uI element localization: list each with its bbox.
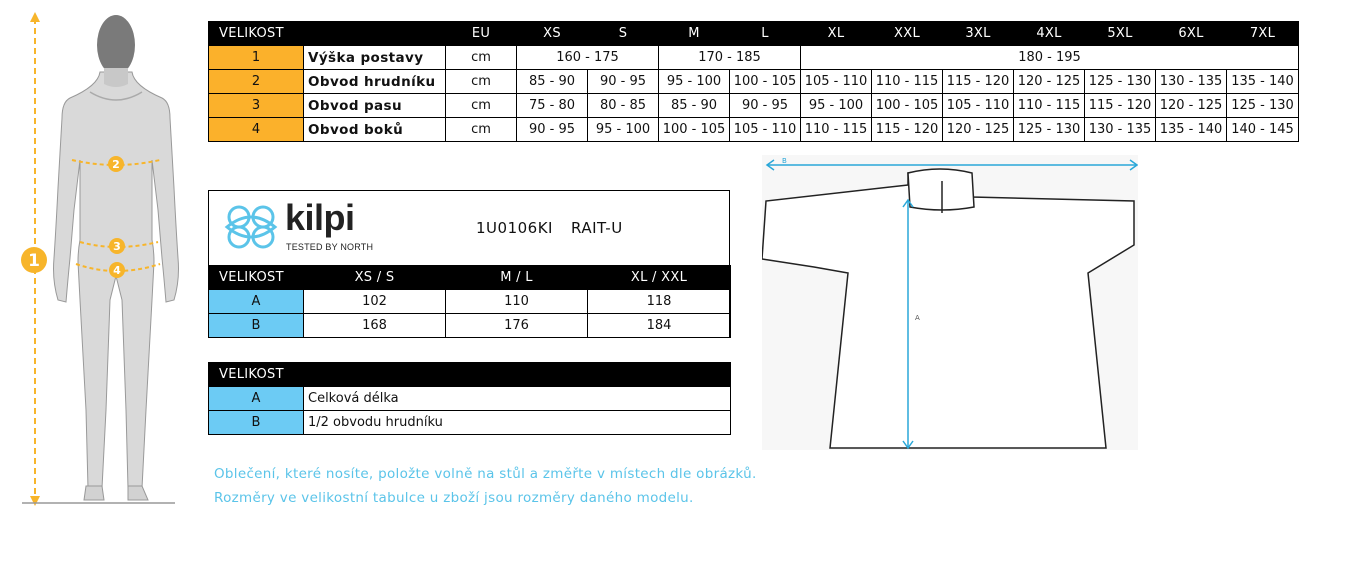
marker-2: 2 [112, 158, 120, 171]
product-name: RAIT-U [571, 219, 623, 237]
body-measurement-figure [0, 0, 200, 520]
note-line-1: Oblečení, které nosíte, položte volně na stůl a změřte v místech dle obrázků. [214, 466, 757, 482]
cell: 130 - 135 [1156, 70, 1227, 94]
row-key: B [209, 411, 304, 435]
cell: 135 - 140 [1227, 70, 1299, 94]
cell: 125 - 130 [1227, 94, 1299, 118]
cell: 85 - 90 [517, 70, 588, 94]
header-eu: EU [446, 22, 517, 46]
cell: 90 - 95 [730, 94, 801, 118]
cell: 90 - 95 [588, 70, 659, 94]
cell: 105 - 110 [801, 70, 872, 94]
row-unit: cm [446, 46, 517, 70]
row-label: Obvod boků [304, 118, 446, 142]
brand-logo [219, 197, 379, 261]
cell: 184 [588, 314, 731, 338]
table-row [209, 290, 731, 314]
marker-3: 3 [113, 240, 121, 253]
cell: 120 - 125 [1014, 70, 1085, 94]
cell: 176 [446, 314, 588, 338]
header-3xl: 3XL [943, 22, 1014, 46]
table-row [209, 387, 731, 411]
cell: 125 - 130 [1014, 118, 1085, 142]
table-row [209, 118, 1299, 142]
row-description: Celková délka [304, 387, 731, 411]
header-m-l: M / L [446, 266, 588, 290]
table-row [209, 94, 1299, 118]
product-table [208, 265, 731, 338]
cell: 110 - 115 [1014, 94, 1085, 118]
row-number: 4 [209, 118, 304, 142]
note-line-2: Rozměry ve velikostní tabulce u zboží jsou rozměry daného modelu. [214, 490, 694, 506]
dimension-b-label: B [782, 157, 787, 165]
table-row [209, 46, 1299, 70]
height-range-m-l: 170 - 185 [659, 46, 801, 70]
row-label: Obvod hrudníku [304, 70, 446, 94]
header-velikost: VELIKOST [209, 22, 446, 46]
row-unit: cm [446, 70, 517, 94]
header-m: M [659, 22, 730, 46]
marker-4: 4 [113, 264, 121, 277]
table-row [209, 411, 731, 435]
header-7xl: 7XL [1227, 22, 1299, 46]
row-key: A [209, 387, 304, 411]
header-velikost: VELIKOST [209, 363, 731, 387]
row-key: B [209, 314, 304, 338]
header-5xl: 5XL [1085, 22, 1156, 46]
row-unit: cm [446, 118, 517, 142]
cell: 115 - 120 [872, 118, 943, 142]
cell: 118 [588, 290, 731, 314]
header-xs: XS [517, 22, 588, 46]
cell: 120 - 125 [1156, 94, 1227, 118]
cell: 135 - 140 [1156, 118, 1227, 142]
row-number: 2 [209, 70, 304, 94]
head [97, 15, 135, 75]
table-row [209, 314, 731, 338]
feet [84, 486, 148, 500]
cell: 110 [446, 290, 588, 314]
cell: 90 - 95 [517, 118, 588, 142]
row-key: A [209, 290, 304, 314]
height-arrow-bottom [30, 496, 40, 506]
brand-name: kilpi [285, 197, 355, 238]
neck [104, 68, 128, 87]
header-6xl: 6XL [1156, 22, 1227, 46]
cell: 120 - 125 [943, 118, 1014, 142]
header-velikost: VELIKOST [209, 266, 304, 290]
dimension-a-label: A [915, 314, 920, 322]
height-range-xs-s: 160 - 175 [517, 46, 659, 70]
cell: 140 - 145 [1227, 118, 1299, 142]
cell: 130 - 135 [1085, 118, 1156, 142]
cell: 95 - 100 [659, 70, 730, 94]
table-row [209, 70, 1299, 94]
cell: 100 - 105 [872, 94, 943, 118]
cell: 168 [304, 314, 446, 338]
cell: 100 - 105 [730, 70, 801, 94]
header-xl: XL [801, 22, 872, 46]
cell: 110 - 115 [872, 70, 943, 94]
height-arrow-top [30, 12, 40, 22]
size-table-header [209, 22, 1299, 46]
cell: 115 - 120 [943, 70, 1014, 94]
cell: 102 [304, 290, 446, 314]
cell: 80 - 85 [588, 94, 659, 118]
cell: 75 - 80 [517, 94, 588, 118]
legend-table-header [209, 363, 731, 387]
header-xxl: XXL [872, 22, 943, 46]
product-table-header [209, 266, 731, 290]
marker-1: 1 [28, 251, 40, 271]
cell: 125 - 130 [1085, 70, 1156, 94]
row-label: Výška postavy [304, 46, 446, 70]
row-number: 1 [209, 46, 304, 70]
header-l: L [730, 22, 801, 46]
cell: 85 - 90 [659, 94, 730, 118]
row-label: Obvod pasu [304, 94, 446, 118]
garment-diagram [762, 155, 1138, 450]
brand-tagline: TESTED BY NORTH [286, 242, 374, 252]
body-silhouette [54, 72, 179, 488]
cell: 115 - 120 [1085, 94, 1156, 118]
cell: 105 - 110 [943, 94, 1014, 118]
cell: 95 - 100 [588, 118, 659, 142]
garment-outline [762, 169, 1134, 448]
size-table [208, 21, 1299, 142]
header-xs-s: XS / S [304, 266, 446, 290]
row-unit: cm [446, 94, 517, 118]
row-number: 3 [209, 94, 304, 118]
legend-table [208, 362, 731, 435]
cell: 105 - 110 [730, 118, 801, 142]
cell: 100 - 105 [659, 118, 730, 142]
cell: 110 - 115 [801, 118, 872, 142]
header-4xl: 4XL [1014, 22, 1085, 46]
header-xl-xxl: XL / XXL [588, 266, 731, 290]
height-range-xl-7xl: 180 - 195 [801, 46, 1299, 70]
cell: 95 - 100 [801, 94, 872, 118]
header-s: S [588, 22, 659, 46]
kilpi-knot-icon [219, 197, 283, 257]
row-description: 1/2 obvodu hrudníku [304, 411, 731, 435]
product-code: 1U0106KI [476, 219, 553, 237]
